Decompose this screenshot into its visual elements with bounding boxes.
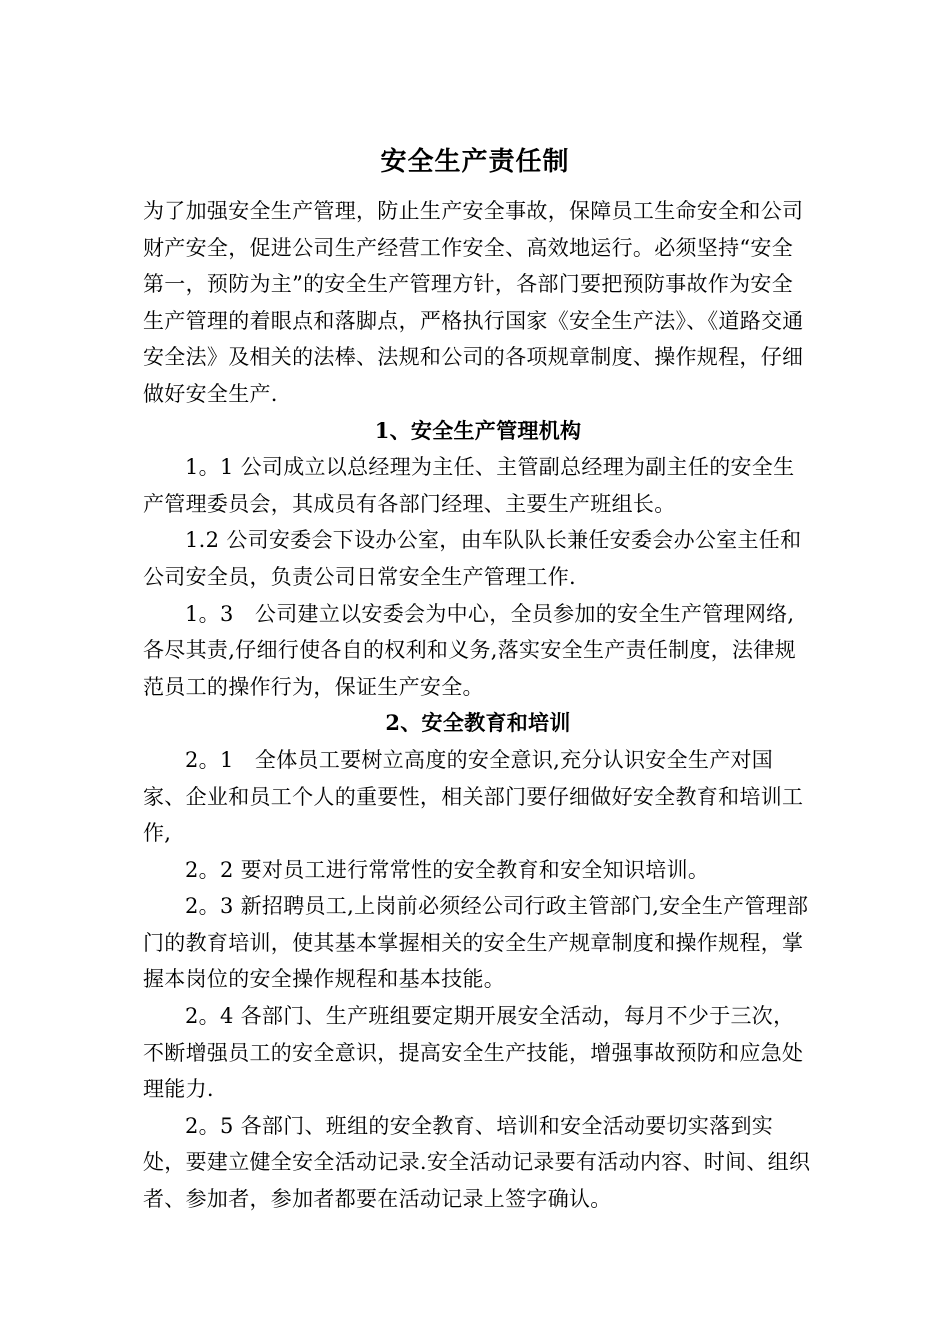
section-item: 2。4 各部门、生产班组要定期开展安全活动，每月不少于三次，不断增强员工的安全意识，提高安全生产技能，增强事故预防和应急处理能力. [143, 1004, 804, 1102]
section-item: 1.2 公司安委会下设办公室，由车队队长兼任安委会办公室主任和公司安全员，负责公司日常安全生产管理工作. [143, 528, 802, 589]
section-item: 2。5 各部门、班组的安全教育、培训和安全活动要切实落到实处，要建立健全安全活动记录.安全活动记录要有活动内容、时间、组织者、参加者，参加者都要在活动记录上签字确认。 [143, 1113, 811, 1212]
section-item: 1。1 公司成立以总经理为主任、主管副总经理为副主任的安全生产管理委员会，其成员有各部门经理、主要生产班组长。 [143, 455, 795, 516]
section-heading: 2、安全教育和培训 [385, 710, 571, 736]
section-item: 2。1 全体员工要树立高度的安全意识,充分认识安全生产对国家、企业和员工个人的重要性，相关部门要仔细做好安全教育和培训工作, [143, 747, 804, 846]
intro-paragraph: 为了加强安全生产管理，防止生产安全事故，保障员工生命安全和公司财产安全，促进公司生产经营工作安全、高效地运行。必须坚持“安全第一，预防为主”的安全生产管理方针，各部门要把预防事故作为安全生产管理的着眼点和落脚点，严格执行国家《安全生产法》、《道路交通安全法》及相关的法棒、法规和公司的各项规章制度、操作规程，仔细做好安全生产. [143, 199, 804, 406]
section-item: 2。3 新招聘员工,上岗前必须经公司行政主管部门,安全生产管理部门的教育培训，使其基本掌握相关的安全生产规章制度和操作规程，掌握本岗位的安全操作规程和基本技能。 [143, 894, 809, 992]
section-item: 2。2 要对员工进行常常性的安全教育和安全知识培训。 [185, 857, 710, 882]
section-item: 1。3 公司建立以安委会为中心，全员参加的安全生产管理网络,各尽其责,仔细行使各自的权利和义务,落实安全生产责任制度，法律规范员工的操作行为，保证生产安全。 [143, 601, 796, 699]
document-title: 安全生产责任制 [380, 147, 570, 177]
section-heading: 1、安全生产管理机构 [374, 417, 582, 443]
document-body [143, 193, 813, 1218]
